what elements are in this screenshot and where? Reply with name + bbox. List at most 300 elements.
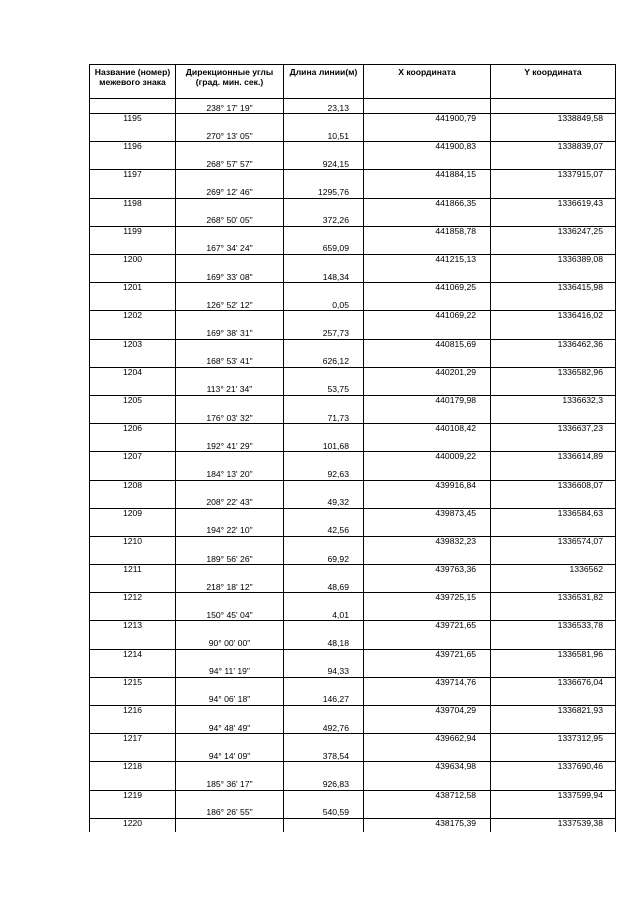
- x-coordinate: 439714,76: [364, 677, 491, 691]
- line-length: [284, 790, 364, 804]
- line-row: [90, 494, 616, 509]
- direction-angle: [176, 565, 284, 579]
- line-length: [284, 480, 364, 494]
- y-coordinate: [491, 606, 616, 621]
- direction-angle: 90° 00' 00": [176, 635, 284, 650]
- direction-angle: 269° 12' 46": [176, 184, 284, 199]
- direction-angle: [176, 142, 284, 156]
- direction-angle: [176, 311, 284, 325]
- point-name: 1216: [90, 706, 176, 720]
- y-coordinate: 1336247,25: [491, 226, 616, 240]
- line-row: [90, 381, 616, 396]
- point-name: [90, 212, 176, 227]
- line-length: [284, 255, 364, 269]
- point-row: [90, 255, 616, 269]
- x-coordinate: [364, 550, 491, 565]
- line-length: [284, 311, 364, 325]
- x-coordinate: 439725,15: [364, 593, 491, 607]
- point-name: 1202: [90, 311, 176, 325]
- x-coordinate: [364, 804, 491, 819]
- y-coordinate: [491, 268, 616, 283]
- point-name: [90, 776, 176, 791]
- direction-angle: [176, 818, 284, 832]
- point-row: [90, 762, 616, 776]
- point-name: [90, 719, 176, 734]
- point-name: 1219: [90, 790, 176, 804]
- x-coordinate: [364, 437, 491, 452]
- x-coordinate: [364, 184, 491, 199]
- point-name: [90, 578, 176, 593]
- line-row: [90, 776, 616, 791]
- line-row: [90, 353, 616, 368]
- y-coordinate: [491, 409, 616, 424]
- point-name: 1215: [90, 677, 176, 691]
- direction-angle: 208° 22' 43": [176, 494, 284, 509]
- point-row: [90, 818, 616, 832]
- line-length: [284, 762, 364, 776]
- direction-angle: 185° 36' 17": [176, 776, 284, 791]
- x-coordinate: [364, 578, 491, 593]
- y-coordinate: 1336415,98: [491, 283, 616, 297]
- point-name: [90, 99, 176, 114]
- x-coordinate: 440201,29: [364, 367, 491, 381]
- x-coordinate: [364, 155, 491, 170]
- y-coordinate: 1336821,93: [491, 706, 616, 720]
- point-row: [90, 480, 616, 494]
- direction-angle: 176° 03' 32": [176, 409, 284, 424]
- point-row: [90, 226, 616, 240]
- direction-angle: 113° 21' 34": [176, 381, 284, 396]
- x-coordinate: [364, 240, 491, 255]
- y-coordinate: 1336462,36: [491, 339, 616, 353]
- point-name: [90, 437, 176, 452]
- y-coordinate: 1336562: [491, 565, 616, 579]
- header-angle: Дирекционные углы (град. мин. сек.): [176, 65, 284, 99]
- line-length: [284, 452, 364, 466]
- line-row: [90, 409, 616, 424]
- direction-angle: [176, 198, 284, 212]
- y-coordinate: 1336582,96: [491, 367, 616, 381]
- direction-angle: [176, 790, 284, 804]
- line-length: [284, 706, 364, 720]
- direction-angle: 184° 13' 20": [176, 465, 284, 480]
- y-coordinate: [491, 381, 616, 396]
- line-length: 626,12: [284, 353, 364, 368]
- y-coordinate: [491, 578, 616, 593]
- x-coordinate: [364, 325, 491, 340]
- line-row: [90, 691, 616, 706]
- y-coordinate: [491, 155, 616, 170]
- y-coordinate: [491, 494, 616, 509]
- point-name: 1199: [90, 226, 176, 240]
- point-name: 1210: [90, 536, 176, 550]
- boundary-coordinates-table: [89, 64, 616, 832]
- y-coordinate: [491, 747, 616, 762]
- line-length: [284, 283, 364, 297]
- line-row: [90, 99, 616, 114]
- y-coordinate: 1337599,94: [491, 790, 616, 804]
- point-row: [90, 734, 616, 748]
- x-coordinate: 441069,22: [364, 311, 491, 325]
- y-coordinate: 1337690,46: [491, 762, 616, 776]
- table-body: [90, 99, 616, 832]
- point-name: 1198: [90, 198, 176, 212]
- y-coordinate: 1336637,23: [491, 424, 616, 438]
- direction-angle: [176, 706, 284, 720]
- point-name: 1207: [90, 452, 176, 466]
- direction-angle: 94° 06' 18": [176, 691, 284, 706]
- point-row: [90, 565, 616, 579]
- point-row: [90, 395, 616, 409]
- y-coordinate: 1336389,08: [491, 255, 616, 269]
- x-coordinate: 440108,42: [364, 424, 491, 438]
- line-length: 23,13: [284, 99, 364, 114]
- point-row: [90, 536, 616, 550]
- line-length: 69,92: [284, 550, 364, 565]
- direction-angle: [176, 395, 284, 409]
- x-coordinate: 438712,58: [364, 790, 491, 804]
- x-coordinate: 439763,36: [364, 565, 491, 579]
- direction-angle: [176, 114, 284, 128]
- point-row: [90, 452, 616, 466]
- y-coordinate: 1336531,82: [491, 593, 616, 607]
- line-row: [90, 522, 616, 537]
- point-name: 1206: [90, 424, 176, 438]
- direction-angle: [176, 536, 284, 550]
- line-row: [90, 635, 616, 650]
- line-length: 71,73: [284, 409, 364, 424]
- direction-angle: 186° 26' 55": [176, 804, 284, 819]
- point-name: 1201: [90, 283, 176, 297]
- x-coordinate: 441069,25: [364, 283, 491, 297]
- point-name: [90, 381, 176, 396]
- line-length: 924,15: [284, 155, 364, 170]
- y-coordinate: [491, 719, 616, 734]
- point-name: [90, 522, 176, 537]
- line-length: 372,26: [284, 212, 364, 227]
- line-length: 42,56: [284, 522, 364, 537]
- header-x: X координата: [364, 65, 491, 99]
- point-name: [90, 155, 176, 170]
- y-coordinate: 1336533,78: [491, 621, 616, 635]
- y-coordinate: 1338849,58: [491, 114, 616, 128]
- x-coordinate: [364, 635, 491, 650]
- direction-angle: [176, 170, 284, 184]
- point-name: [90, 550, 176, 565]
- point-name: 1204: [90, 367, 176, 381]
- x-coordinate: 441866,35: [364, 198, 491, 212]
- line-length: 926,83: [284, 776, 364, 791]
- point-row: [90, 198, 616, 212]
- y-coordinate: 1336584,63: [491, 508, 616, 522]
- line-row: [90, 240, 616, 255]
- direction-angle: [176, 508, 284, 522]
- line-length: [284, 621, 364, 635]
- direction-angle: [176, 367, 284, 381]
- x-coordinate: [364, 747, 491, 762]
- point-row: [90, 170, 616, 184]
- line-row: [90, 155, 616, 170]
- direction-angle: 218° 18' 12": [176, 578, 284, 593]
- point-name: 1212: [90, 593, 176, 607]
- point-name: 1197: [90, 170, 176, 184]
- y-coordinate: [491, 465, 616, 480]
- point-name: [90, 465, 176, 480]
- y-coordinate: [491, 296, 616, 311]
- line-length: 492,76: [284, 719, 364, 734]
- x-coordinate: 439916,84: [364, 480, 491, 494]
- line-length: 48,69: [284, 578, 364, 593]
- x-coordinate: [364, 353, 491, 368]
- line-row: [90, 325, 616, 340]
- header-length: Длина линии(м): [284, 65, 364, 99]
- x-coordinate: 439721,65: [364, 649, 491, 663]
- line-length: [284, 734, 364, 748]
- y-coordinate: [491, 353, 616, 368]
- point-name: 1214: [90, 649, 176, 663]
- x-coordinate: [364, 663, 491, 678]
- line-length: [284, 198, 364, 212]
- point-name: 1213: [90, 621, 176, 635]
- point-name: [90, 296, 176, 311]
- point-name: 1220: [90, 818, 176, 832]
- line-row: [90, 804, 616, 819]
- y-coordinate: 1336581,96: [491, 649, 616, 663]
- direction-angle: [176, 339, 284, 353]
- point-name: [90, 635, 176, 650]
- direction-angle: 192° 41' 29": [176, 437, 284, 452]
- y-coordinate: [491, 550, 616, 565]
- line-row: [90, 719, 616, 734]
- line-length: 92,63: [284, 465, 364, 480]
- x-coordinate: 439704,29: [364, 706, 491, 720]
- point-row: [90, 311, 616, 325]
- y-coordinate: 1336619,43: [491, 198, 616, 212]
- line-length: 53,75: [284, 381, 364, 396]
- point-row: [90, 339, 616, 353]
- y-coordinate: [491, 437, 616, 452]
- line-length: 94,33: [284, 663, 364, 678]
- direction-angle: [176, 452, 284, 466]
- direction-angle: 268° 57' 57": [176, 155, 284, 170]
- line-length: [284, 339, 364, 353]
- line-length: 0,05: [284, 296, 364, 311]
- point-name: [90, 691, 176, 706]
- x-coordinate: [364, 409, 491, 424]
- point-row: [90, 649, 616, 663]
- y-coordinate: [491, 212, 616, 227]
- line-length: 1295,76: [284, 184, 364, 199]
- x-coordinate: 440179,98: [364, 395, 491, 409]
- line-row: [90, 296, 616, 311]
- point-row: [90, 621, 616, 635]
- line-length: 48,18: [284, 635, 364, 650]
- x-coordinate: [364, 465, 491, 480]
- point-name: [90, 184, 176, 199]
- point-name: [90, 409, 176, 424]
- direction-angle: [176, 677, 284, 691]
- line-row: [90, 465, 616, 480]
- line-length: 101,68: [284, 437, 364, 452]
- line-row: [90, 747, 616, 762]
- line-length: [284, 395, 364, 409]
- direction-angle: [176, 480, 284, 494]
- point-name: [90, 606, 176, 621]
- line-row: [90, 212, 616, 227]
- line-length: [284, 593, 364, 607]
- line-length: [284, 142, 364, 156]
- x-coordinate: 441884,15: [364, 170, 491, 184]
- direction-angle: 94° 14' 09": [176, 747, 284, 762]
- direction-angle: 194° 22' 10": [176, 522, 284, 537]
- x-coordinate: 440815,69: [364, 339, 491, 353]
- direction-angle: [176, 283, 284, 297]
- direction-angle: 94° 11' 19": [176, 663, 284, 678]
- point-row: [90, 142, 616, 156]
- direction-angle: 126° 52' 12": [176, 296, 284, 311]
- line-length: [284, 226, 364, 240]
- y-coordinate: 1336608,07: [491, 480, 616, 494]
- y-coordinate: 1336416,02: [491, 311, 616, 325]
- point-row: [90, 114, 616, 128]
- direction-angle: 169° 33' 08": [176, 268, 284, 283]
- y-coordinate: [491, 691, 616, 706]
- y-coordinate: 1337915,07: [491, 170, 616, 184]
- direction-angle: 168° 53' 41": [176, 353, 284, 368]
- line-length: [284, 114, 364, 128]
- x-coordinate: [364, 606, 491, 621]
- x-coordinate: [364, 127, 491, 142]
- x-coordinate: 441900,79: [364, 114, 491, 128]
- point-name: 1208: [90, 480, 176, 494]
- line-length: [284, 367, 364, 381]
- line-length: 146,27: [284, 691, 364, 706]
- x-coordinate: 439832,23: [364, 536, 491, 550]
- point-row: [90, 706, 616, 720]
- x-coordinate: 441900,83: [364, 142, 491, 156]
- point-name: 1203: [90, 339, 176, 353]
- y-coordinate: [491, 325, 616, 340]
- point-name: 1195: [90, 114, 176, 128]
- point-name: 1196: [90, 142, 176, 156]
- point-row: [90, 367, 616, 381]
- direction-angle: 270° 13' 05": [176, 127, 284, 142]
- direction-angle: [176, 226, 284, 240]
- x-coordinate: 440009,22: [364, 452, 491, 466]
- line-length: 378,54: [284, 747, 364, 762]
- y-coordinate: [491, 663, 616, 678]
- point-name: [90, 240, 176, 255]
- x-coordinate: 439873,45: [364, 508, 491, 522]
- line-length: [284, 536, 364, 550]
- y-coordinate: 1336574,07: [491, 536, 616, 550]
- x-coordinate: [364, 719, 491, 734]
- y-coordinate: 1336676,04: [491, 677, 616, 691]
- y-coordinate: [491, 776, 616, 791]
- line-length: 257,73: [284, 325, 364, 340]
- line-length: [284, 649, 364, 663]
- point-name: [90, 127, 176, 142]
- line-row: [90, 127, 616, 142]
- point-row: [90, 508, 616, 522]
- point-name: 1211: [90, 565, 176, 579]
- direction-angle: [176, 734, 284, 748]
- point-name: [90, 663, 176, 678]
- direction-angle: 150° 45' 04": [176, 606, 284, 621]
- direction-angle: [176, 255, 284, 269]
- line-length: 4,01: [284, 606, 364, 621]
- point-row: [90, 790, 616, 804]
- y-coordinate: 1336614,89: [491, 452, 616, 466]
- point-row: [90, 593, 616, 607]
- x-coordinate: 439634,98: [364, 762, 491, 776]
- line-length: 540,59: [284, 804, 364, 819]
- x-coordinate: [364, 691, 491, 706]
- line-length: [284, 818, 364, 832]
- direction-angle: 189° 56' 26": [176, 550, 284, 565]
- point-name: 1200: [90, 255, 176, 269]
- x-coordinate: [364, 268, 491, 283]
- y-coordinate: [491, 804, 616, 819]
- line-length: 659,09: [284, 240, 364, 255]
- direction-angle: 169° 38' 31": [176, 325, 284, 340]
- x-coordinate: [364, 522, 491, 537]
- point-name: 1209: [90, 508, 176, 522]
- direction-angle: [176, 762, 284, 776]
- line-row: [90, 184, 616, 199]
- line-row: [90, 663, 616, 678]
- y-coordinate: 1338839,07: [491, 142, 616, 156]
- x-coordinate: [364, 99, 491, 114]
- header-y: Y координата: [491, 65, 616, 99]
- point-name: [90, 804, 176, 819]
- y-coordinate: 1337539,38: [491, 818, 616, 832]
- x-coordinate: [364, 494, 491, 509]
- y-coordinate: [491, 184, 616, 199]
- point-name: [90, 747, 176, 762]
- line-length: [284, 565, 364, 579]
- x-coordinate: 438175,39: [364, 818, 491, 832]
- y-coordinate: [491, 240, 616, 255]
- y-coordinate: [491, 99, 616, 114]
- line-length: [284, 677, 364, 691]
- x-coordinate: 441858,78: [364, 226, 491, 240]
- header-name: Название (номер) межевого знака: [90, 65, 176, 99]
- point-name: [90, 494, 176, 509]
- point-name: [90, 325, 176, 340]
- x-coordinate: 441215,13: [364, 255, 491, 269]
- direction-angle: [176, 593, 284, 607]
- x-coordinate: [364, 212, 491, 227]
- line-row: [90, 268, 616, 283]
- point-name: [90, 353, 176, 368]
- point-name: 1218: [90, 762, 176, 776]
- x-coordinate: 439662,94: [364, 734, 491, 748]
- line-row: [90, 578, 616, 593]
- direction-angle: 238° 17' 19": [176, 99, 284, 114]
- x-coordinate: [364, 296, 491, 311]
- y-coordinate: [491, 635, 616, 650]
- line-length: [284, 508, 364, 522]
- table-header-row: [90, 65, 616, 99]
- y-coordinate: [491, 127, 616, 142]
- x-coordinate: 439721,65: [364, 621, 491, 635]
- direction-angle: [176, 621, 284, 635]
- line-row: [90, 437, 616, 452]
- direction-angle: 94° 48' 49": [176, 719, 284, 734]
- point-row: [90, 677, 616, 691]
- line-row: [90, 550, 616, 565]
